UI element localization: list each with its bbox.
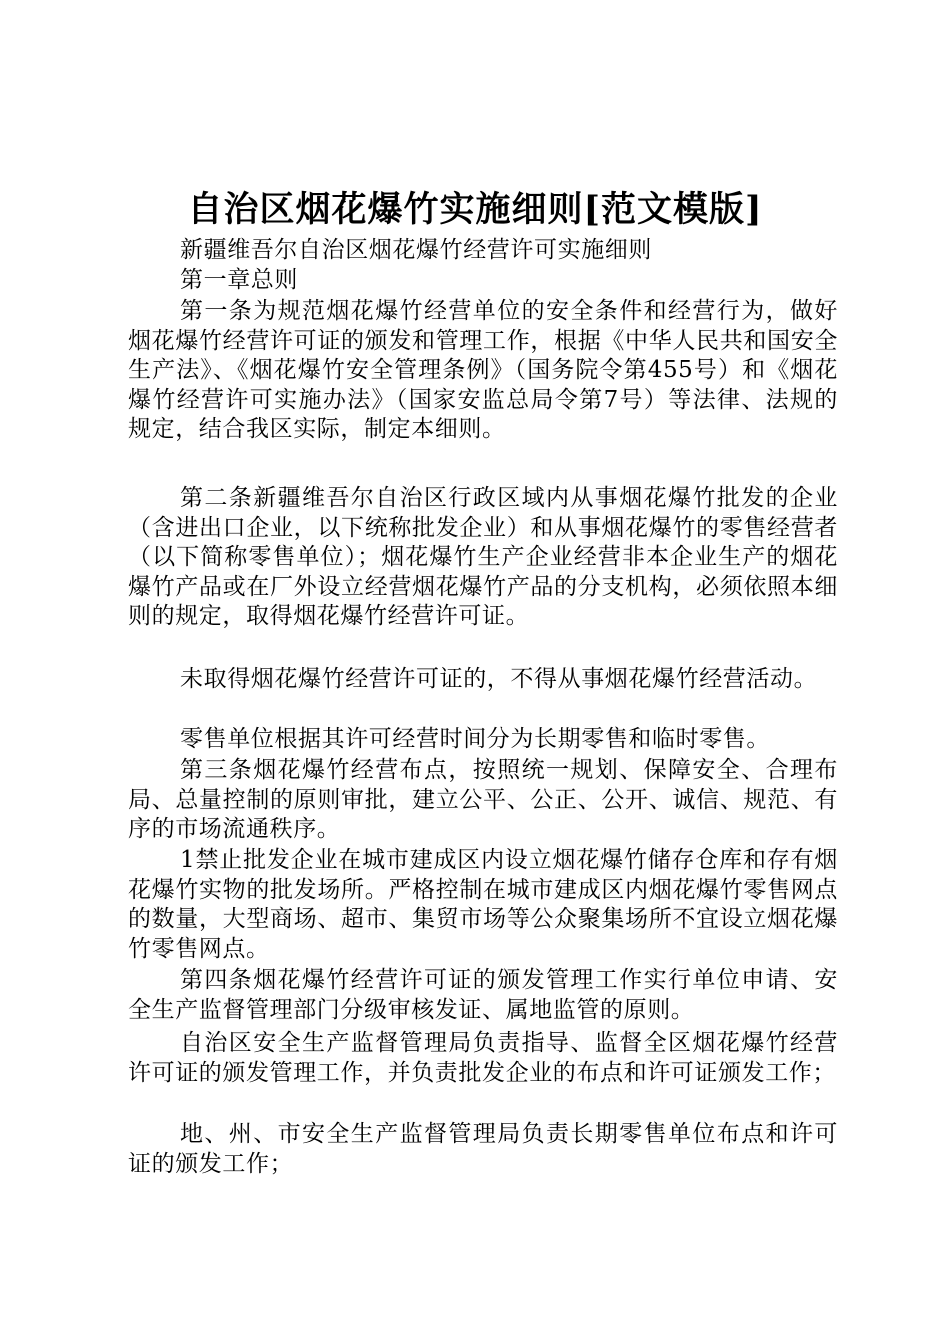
document-subtitle: 新疆维吾尔自治区烟花爆竹经营许可实施细则: [180, 237, 652, 263]
paragraph-article-3: 第三条烟花爆竹经营布点，按照统一规划、保障安全、合理布局、总量控制的原则审批，建立公平、公正、公开、诚信、规范、有序的市场流通秩序。: [128, 757, 838, 842]
paragraph-region-bureau: 自治区安全生产监督管理局负责指导、监督全区烟花爆竹经营许可证的颁发管理工作，并负责批发企业的布点和许可证颁发工作；: [128, 1030, 838, 1086]
chapter-heading: 第一章总则: [180, 267, 298, 293]
document-title: 自治区烟花爆竹实施细则[范文模版]: [187, 189, 763, 230]
paragraph-prefecture-bureau: 地、州、市安全生产监督管理局负责长期零售单位布点和许可证的颁发工作；: [128, 1121, 838, 1177]
paragraph-retail-types: 零售单位根据其许可经营时间分为长期零售和临时零售。: [180, 726, 770, 752]
paragraph-article-2: 第二条新疆维吾尔自治区行政区域内从事烟花爆竹批发的企业（含进出口企业，以下统称批发企业）和从事烟花爆竹的零售经营者（以下简称零售单位）；烟花爆竹生产企业经营非本企业生产的烟花爆竹产品或在厂外设立经营烟花爆竹产品的分支机构，必须依照本细则的规定，取得烟花爆竹经营许可证。: [128, 485, 838, 629]
paragraph-item-1: 1禁止批发企业在城市建成区内设立烟花爆竹储存仓库和存有烟花爆竹实物的批发场所。严格控制在城市建成区内烟花爆竹零售网点的数量，大型商场、超市、集贸市场等公众聚集场所不宜设立烟花爆竹零售网点。: [128, 847, 838, 962]
paragraph-no-license: 未取得烟花爆竹经营许可证的，不得从事烟花爆竹经营活动。: [180, 666, 818, 692]
paragraph-article-1: 第一条为规范烟花爆竹经营单位的安全条件和经营行为，做好烟花爆竹经营许可证的颁发和管理工作，根据《中华人民共和国安全生产法》、《烟花爆竹安全管理条例》（国务院令第455号）和《烟花爆竹经营许可实施办法》（国家安监总局令第7号）等法律、法规的规定，结合我区实际，制定本细则。: [128, 298, 838, 442]
paragraph-article-4: 第四条烟花爆竹经营许可证的颁发管理工作实行单位申请、安全生产监督管理部门分级审核发证、属地监管的原则。: [128, 967, 838, 1023]
